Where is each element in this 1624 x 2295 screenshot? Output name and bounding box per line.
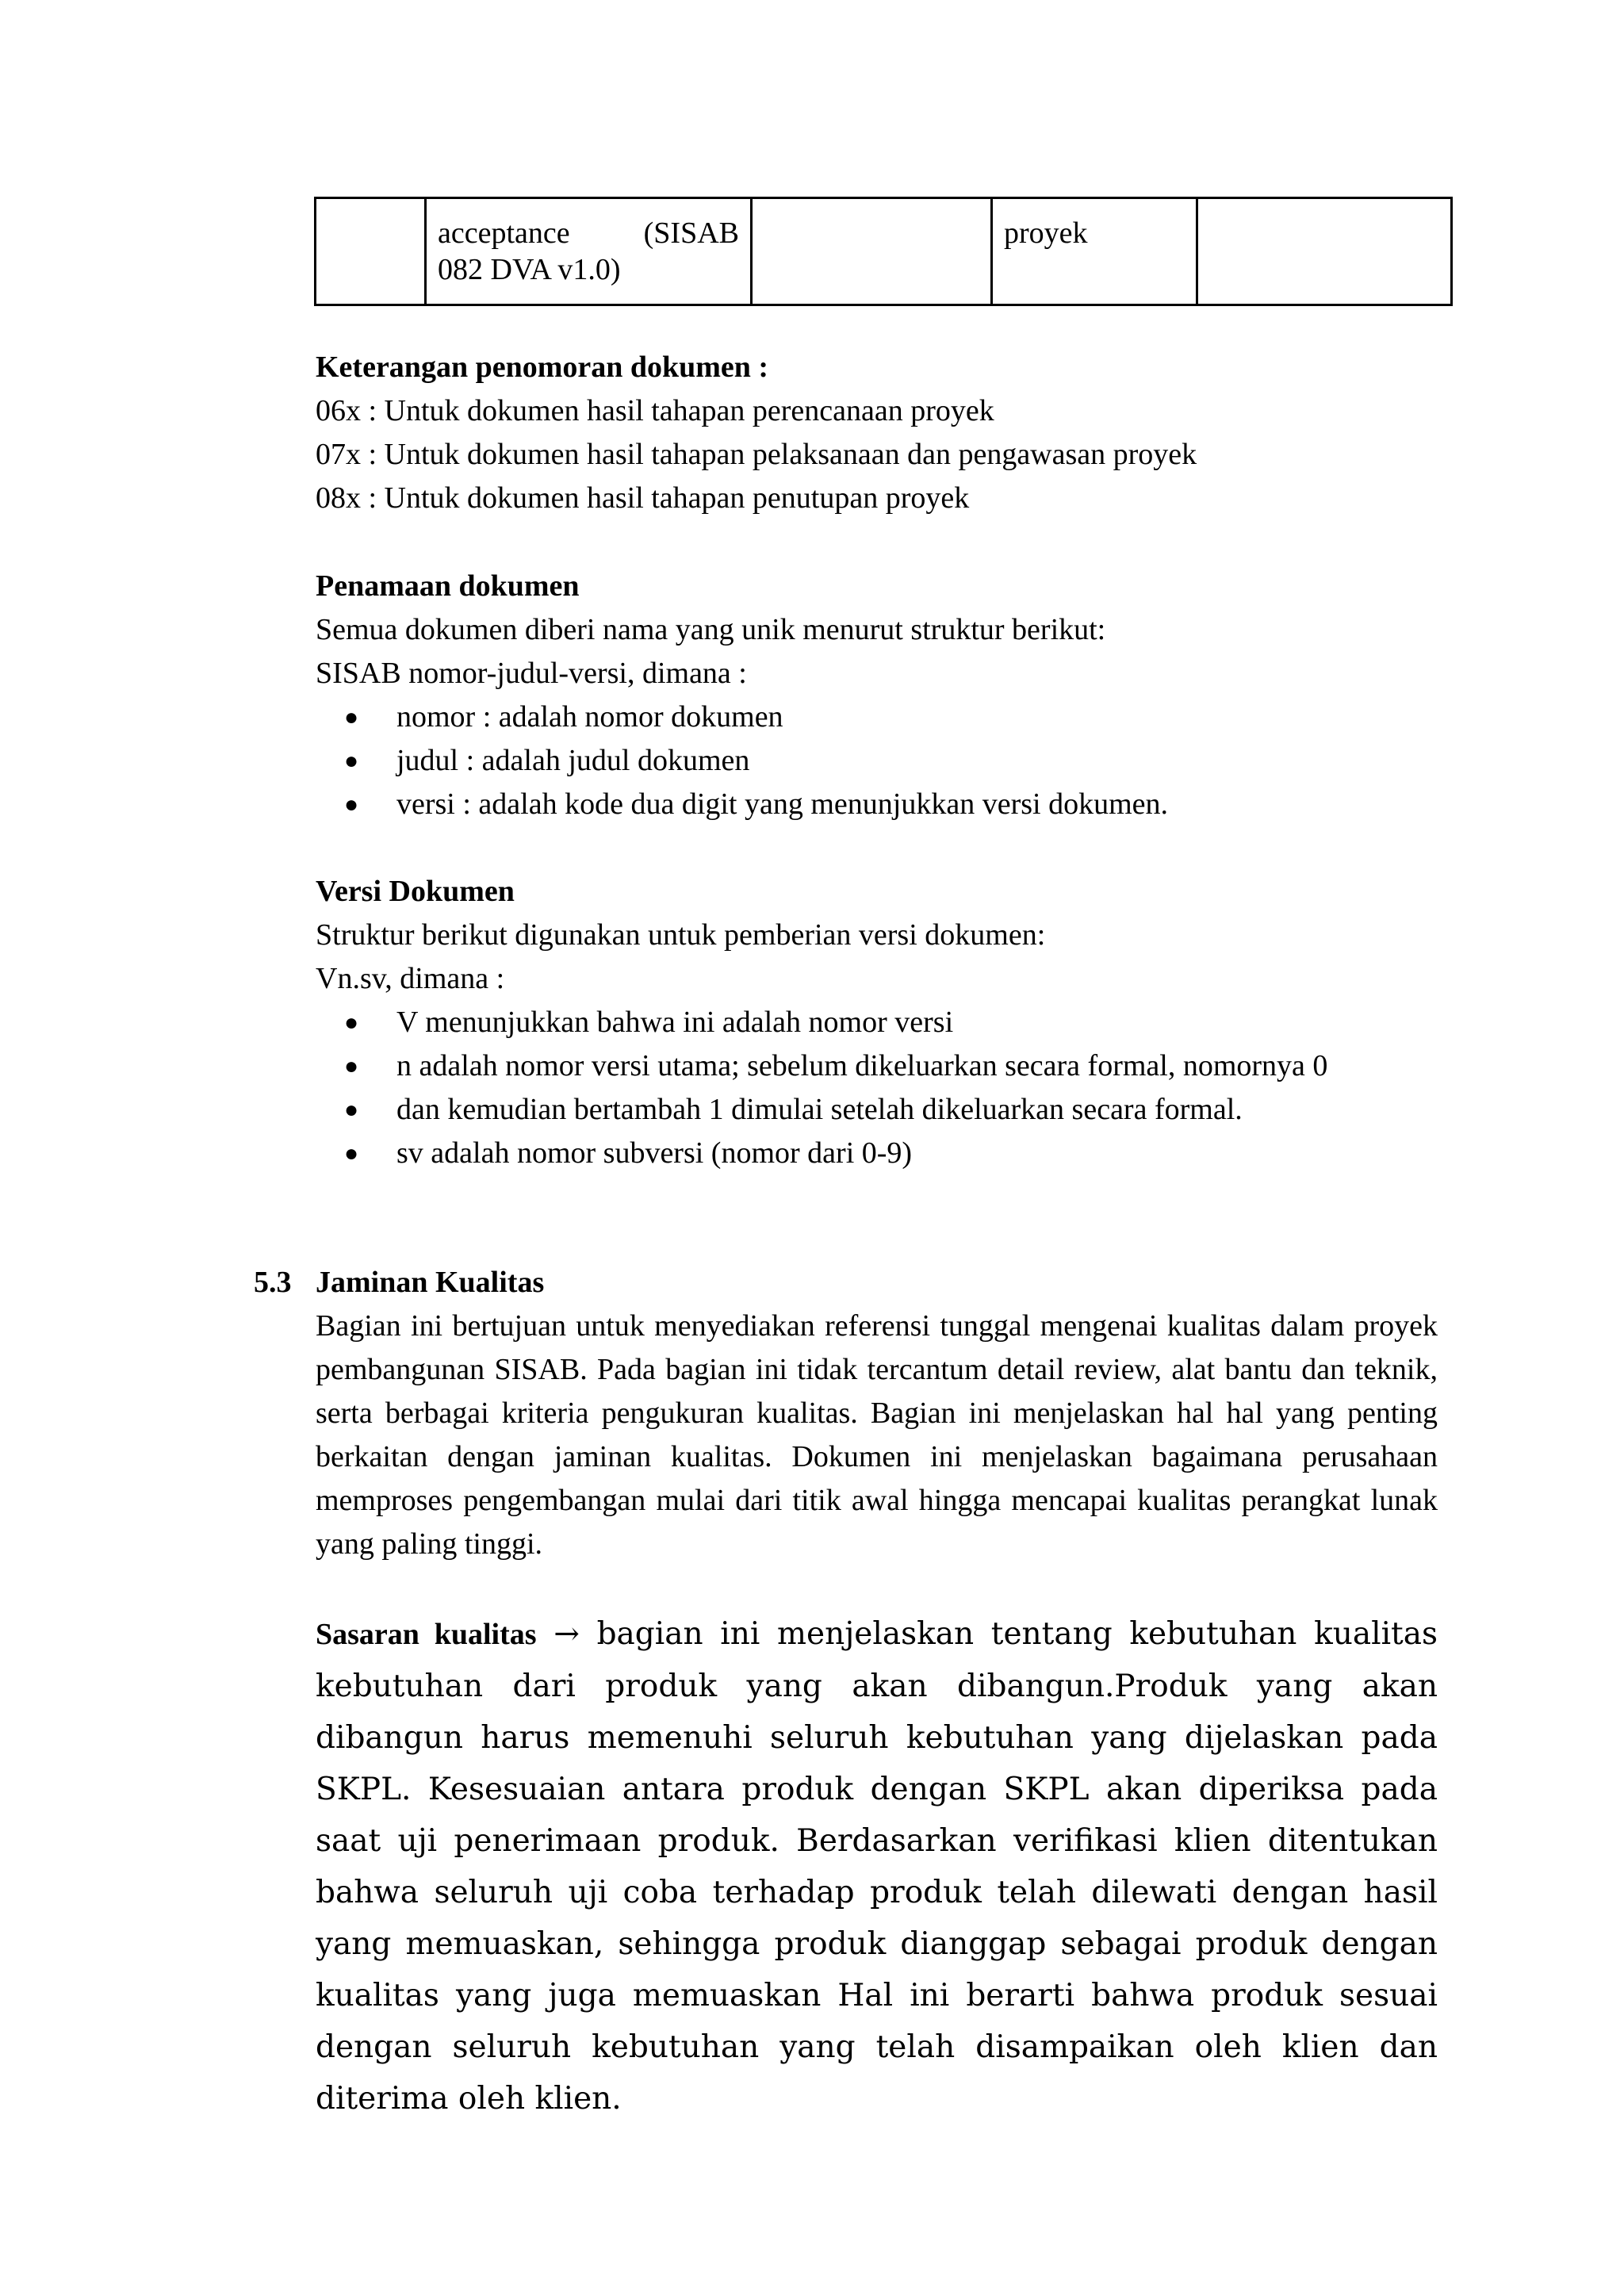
list-item-text: judul : adalah judul dokumen (396, 744, 750, 777)
bullet-icon: ● (344, 704, 359, 730)
document-table (314, 197, 1453, 306)
list-item (316, 695, 1438, 739)
section-paragraph: Bagian ini bertujuan untuk menyediakan referensi tunggal mengenai kualitas dalam proyek pembangunan SISAB. Pada bagian ini tidak tercantum detail review, alat bantu dan teknik, serta berbagai kriteria pengukuran kualitas. Bagian ini menjelaskan hal hal yang penting berkaitan dengan jaminan kualitas. Dokumen ini menjelaskan bagaimana perusahaan memproses pengembangan mulai dari titik awal hingga mencapai kualitas perangkat lunak yang paling tinggi. (316, 1309, 1438, 1561)
quality-target-lead: Sasaran kualitas (316, 1618, 537, 1651)
naming-intro: Semua dokumen diberi nama yang unik menurut struktur berikut: (316, 613, 1106, 646)
versioning-title: Versi Dokumen (316, 875, 515, 908)
naming-section (316, 565, 1438, 826)
versioning-section (316, 870, 1438, 1175)
bullet-icon: ● (344, 1053, 359, 1079)
list-item-text: n adalah nomor versi utama; sebelum dikeluarkan secara formal, nomornya 0 (396, 1049, 1328, 1082)
table-cell-2-line-2: 082 DVA v1.0) (438, 253, 621, 286)
bullet-icon: ● (344, 1010, 359, 1036)
list-item (316, 1001, 1438, 1044)
table-row (316, 198, 1452, 305)
list-item-text: versi : adalah kode dua digit yang menunjukkan versi dokumen. (396, 787, 1168, 821)
bullet-icon: ● (344, 748, 359, 774)
list-item (316, 739, 1438, 783)
numbering-line: 07x : Untuk dokumen hasil tahapan pelaksanaan dan pengawasan proyek (316, 438, 1197, 471)
section-title: Jaminan Kualitas (316, 1266, 545, 1299)
versioning-format: Vn.sv, dimana : (316, 962, 505, 995)
list-item-text: nomor : adalah nomor dokumen (396, 700, 783, 734)
list-item-text: V menunjukkan bahwa ini adalah nomor versi (396, 1006, 954, 1039)
numbering-line: 08x : Untuk dokumen hasil tahapan penutupan proyek (316, 481, 970, 515)
table-cell-2-line-1: acceptance (SISAB (438, 216, 739, 250)
bullet-icon: ● (344, 791, 359, 818)
list-item-text: sv adalah nomor subversi (nomor dari 0-9) (396, 1136, 913, 1170)
naming-title: Penamaan dokumen (316, 569, 580, 603)
table-cell-5 (1197, 198, 1452, 305)
numbering-title: Keterangan penomoran dokumen : (316, 351, 769, 384)
versioning-intro: Struktur berikut digunakan untuk pemberian versi dokumen: (316, 918, 1046, 952)
list-item (316, 783, 1438, 826)
table-cell-4: proyek (992, 198, 1197, 305)
numbering-section (316, 346, 1438, 520)
list-item (316, 1132, 1438, 1175)
table-cell-3 (752, 198, 992, 305)
list-item-text: dan kemudian bertambah 1 dimulai setelah dikeluarkan secara formal. (396, 1093, 1243, 1126)
list-item (316, 1044, 1438, 1088)
section-heading (254, 1261, 544, 1305)
table-cell-1 (316, 198, 426, 305)
numbering-line: 06x : Untuk dokumen hasil tahapan perencanaan proyek (316, 394, 994, 427)
list-item (316, 1088, 1438, 1132)
quality-target-text: → bagian ini menjelaskan tentang kebutuhan kualitas kebutuhan dari produk yang akan dibangun.Produk yang akan dibangun harus memenuhi seluruh kebutuhan yang dijelaskan pada SKPL. Kesesuaian antara produk dengan SKPL akan diperiksa pada saat uji penerimaan produk. Berdasarkan verifikasi klien ditentukan bahwa seluruh uji coba terhadap produk telah dilewati dengan hasil yang memuaskan, sehingga produk dianggap sebagai produk dengan kualitas yang juga memuaskan Hal ini berarti bahwa produk sesuai dengan seluruh kebutuhan yang telah disampaikan oleh klien dan diterima oleh klien. (316, 1616, 1438, 2117)
naming-format: SISAB nomor-judul-versi, dimana : (316, 657, 747, 690)
table-cell-2 (426, 198, 752, 305)
bullet-icon: ● (344, 1140, 359, 1167)
section-number: 5.3 (254, 1266, 292, 1299)
quality-target-paragraph (316, 1608, 1438, 2125)
bullet-icon: ● (344, 1097, 359, 1123)
